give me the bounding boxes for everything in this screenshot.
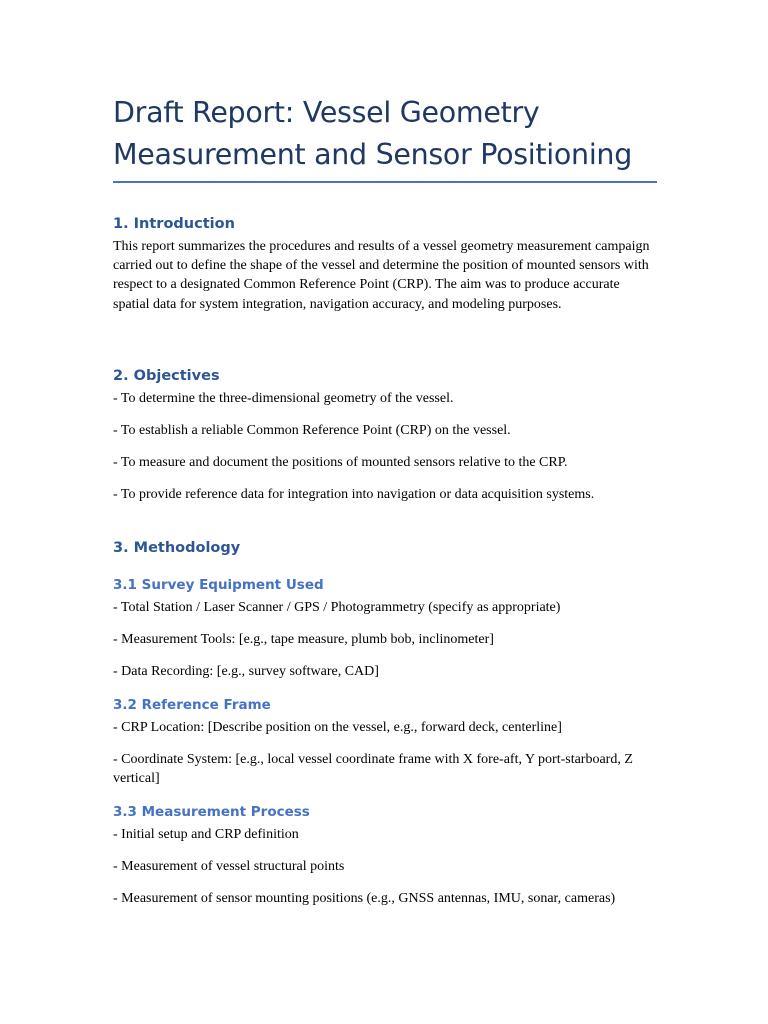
title-underline bbox=[113, 181, 657, 183]
equipment-item-2: - Measurement Tools: [e.g., tape measure, plumb bob, inclinometer] bbox=[113, 632, 494, 647]
objective-item-3: - To measure and document the positions of mounted sensors relative to the CRP. bbox=[113, 455, 568, 470]
introduction-heading: 1. Introduction bbox=[113, 216, 235, 232]
reference-frame-item-1: - CRP Location: [Describe position on the vessel, e.g., forward deck, centerline] bbox=[113, 720, 562, 735]
process-item-3: - Measurement of sensor mounting positions (e.g., GNSS antennas, IMU, sonar, cameras) bbox=[113, 891, 616, 906]
reference-frame-heading: 3.2 Reference Frame bbox=[113, 697, 271, 713]
document-title bbox=[113, 92, 656, 176]
equipment-item-1: - Total Station / Laser Scanner / GPS / Photogrammetry (specify as appropriate) bbox=[113, 600, 561, 615]
objective-item-1: - To determine the three-dimensional geometry of the vessel. bbox=[113, 391, 454, 406]
objective-item-2: - To establish a reliable Common Reference Point (CRP) on the vessel. bbox=[113, 423, 511, 438]
title-block bbox=[113, 92, 656, 183]
process-item-1: - Initial setup and CRP definition bbox=[113, 827, 299, 842]
objectives-heading: 2. Objectives bbox=[113, 368, 220, 384]
objective-item-4: - To provide reference data for integration into navigation or data acquisition systems. bbox=[113, 487, 595, 502]
process-item-2: - Measurement of vessel structural points bbox=[113, 859, 345, 874]
survey-equipment-heading: 3.1 Survey Equipment Used bbox=[113, 577, 324, 593]
document-title-line-1: Draft Report: Vessel Geometry bbox=[113, 96, 540, 129]
equipment-item-3: - Data Recording: [e.g., survey software, CAD] bbox=[113, 664, 379, 679]
introduction-paragraph: This report summarizes the procedures and results of a vessel geometry measurement campaign carried out to define the shape of the vessel and determine the position of mounted sensors with respect to a designated Common Reference Point (CRP). The aim was to produce accurate spatial data for system integration, navigation accuracy, and modeling purposes. bbox=[113, 239, 650, 312]
methodology-heading: 3. Methodology bbox=[113, 540, 241, 556]
document-title-line-2: Measurement and Sensor Positioning bbox=[113, 138, 632, 171]
measurement-process-heading: 3.3 Measurement Process bbox=[113, 804, 310, 820]
reference-frame-item-2: - Coordinate System: [e.g., local vessel coordinate frame with X fore-aft, Y port-starboard, Z vertical] bbox=[113, 752, 633, 787]
